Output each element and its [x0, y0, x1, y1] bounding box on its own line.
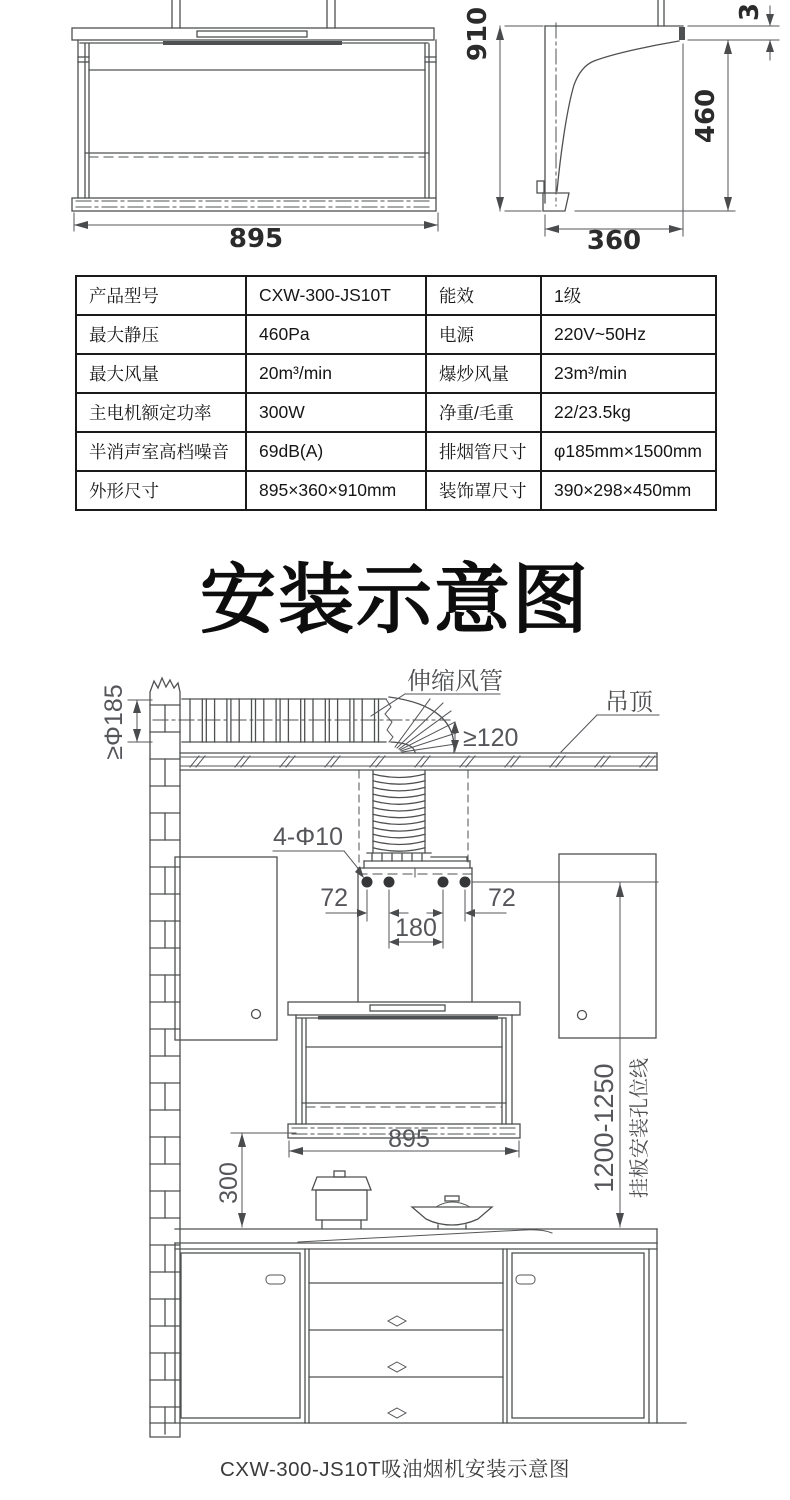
- range-hood: [288, 1002, 520, 1138]
- duct-diameter-label: ≥Φ185: [100, 684, 128, 760]
- offset-right-label: 72: [488, 884, 516, 912]
- offset-left-label: 72: [320, 884, 348, 912]
- upper-cabinet-left: [175, 857, 277, 1040]
- mount-holes-callout: [273, 823, 364, 878]
- spec-label: 主电机额定功率: [76, 393, 246, 432]
- spec-label: 最大静压: [76, 315, 246, 354]
- spec-value: 22/23.5kg: [541, 393, 716, 432]
- horizontal-duct: [153, 697, 456, 752]
- spec-value: 1级: [541, 276, 716, 315]
- spec-label: 装饰罩尺寸: [426, 471, 541, 510]
- spec-label: 爆炒风量: [426, 354, 541, 393]
- hole-span-label: 180: [395, 914, 437, 942]
- table-row: [76, 354, 716, 393]
- mount-height-label: 1200-1250: [589, 1063, 619, 1193]
- spec-label: 外形尺寸: [76, 471, 246, 510]
- spec-label: 能效: [426, 276, 541, 315]
- spec-label: 净重/毛重: [426, 393, 541, 432]
- table-row: [76, 471, 716, 510]
- mount-holes-label: 4-Φ10: [273, 823, 343, 851]
- hole-spacing-dims: [320, 884, 516, 948]
- drawer-handle: [388, 1408, 406, 1418]
- clearance-label: 300: [215, 1162, 243, 1204]
- clearance-dim: [215, 1133, 296, 1227]
- door-handle: [516, 1275, 535, 1284]
- door-handle: [266, 1275, 285, 1284]
- spec-label: 排烟管尺寸: [426, 432, 541, 471]
- spec-value: 390×298×450mm: [541, 471, 716, 510]
- spec-label: 最大风量: [76, 354, 246, 393]
- mount-height-dim: [589, 883, 651, 1227]
- spec-value: 220V~50Hz: [541, 315, 716, 354]
- wok: [412, 1196, 492, 1229]
- ceiling-gap-label: ≥120: [463, 724, 519, 752]
- front-width-dim: 895: [228, 224, 284, 254]
- vertical-duct: [359, 771, 470, 868]
- spec-value: 69dB(A): [246, 432, 426, 471]
- base-cabinet: [150, 1243, 686, 1423]
- hood-width-dim: [289, 1125, 519, 1157]
- ceiling-label-group: [561, 689, 659, 752]
- duct-diameter-dim: [100, 684, 152, 759]
- spec-value: 20m³/min: [246, 354, 426, 393]
- ceiling-gap-dim: [451, 721, 518, 752]
- ceiling-label: 吊顶: [605, 689, 653, 716]
- table-row: [76, 315, 716, 354]
- spec-value: CXW-300-JS10T: [246, 276, 426, 315]
- diagram-caption: CXW-300-JS10T吸油烟机安装示意图: [219, 1458, 571, 1481]
- spec-value: 895×360×910mm: [246, 471, 426, 510]
- install-section-title: 安装示意图: [200, 558, 590, 643]
- installation-diagram: [0, 652, 790, 1467]
- countertop: [175, 1229, 657, 1243]
- side-height-dim: 910: [463, 6, 493, 62]
- spec-value: 23m³/min: [541, 354, 716, 393]
- front-view-drawing: [72, 0, 438, 254]
- hood-width-label: 895: [388, 1125, 430, 1153]
- telescopic-duct-label: 伸缩风管: [407, 668, 503, 695]
- spec-label: 产品型号: [76, 276, 246, 315]
- hood-dimension-drawings: [0, 0, 790, 262]
- mount-hole-line-label: 挂板安装孔位线: [629, 1058, 651, 1198]
- ceiling: [180, 753, 657, 770]
- spec-value: 300W: [246, 393, 426, 432]
- table-row: [76, 432, 716, 471]
- spec-value: φ185mm×1500mm: [541, 432, 716, 471]
- spec-table: [75, 275, 717, 511]
- drawer-handle: [388, 1362, 406, 1372]
- side-body-height-dim: 460: [691, 88, 721, 144]
- side-depth-dim: 360: [586, 226, 642, 256]
- table-row: [76, 393, 716, 432]
- spec-label: 半消声室高档噪音: [76, 432, 246, 471]
- drawer-handle: [388, 1316, 406, 1326]
- side-flange-dim: 3: [735, 2, 765, 22]
- spec-value: 460Pa: [246, 315, 426, 354]
- spec-label: 电源: [426, 315, 541, 354]
- side-view-drawing: [463, 0, 779, 256]
- table-row: [76, 276, 716, 315]
- rice-cooker: [312, 1171, 371, 1228]
